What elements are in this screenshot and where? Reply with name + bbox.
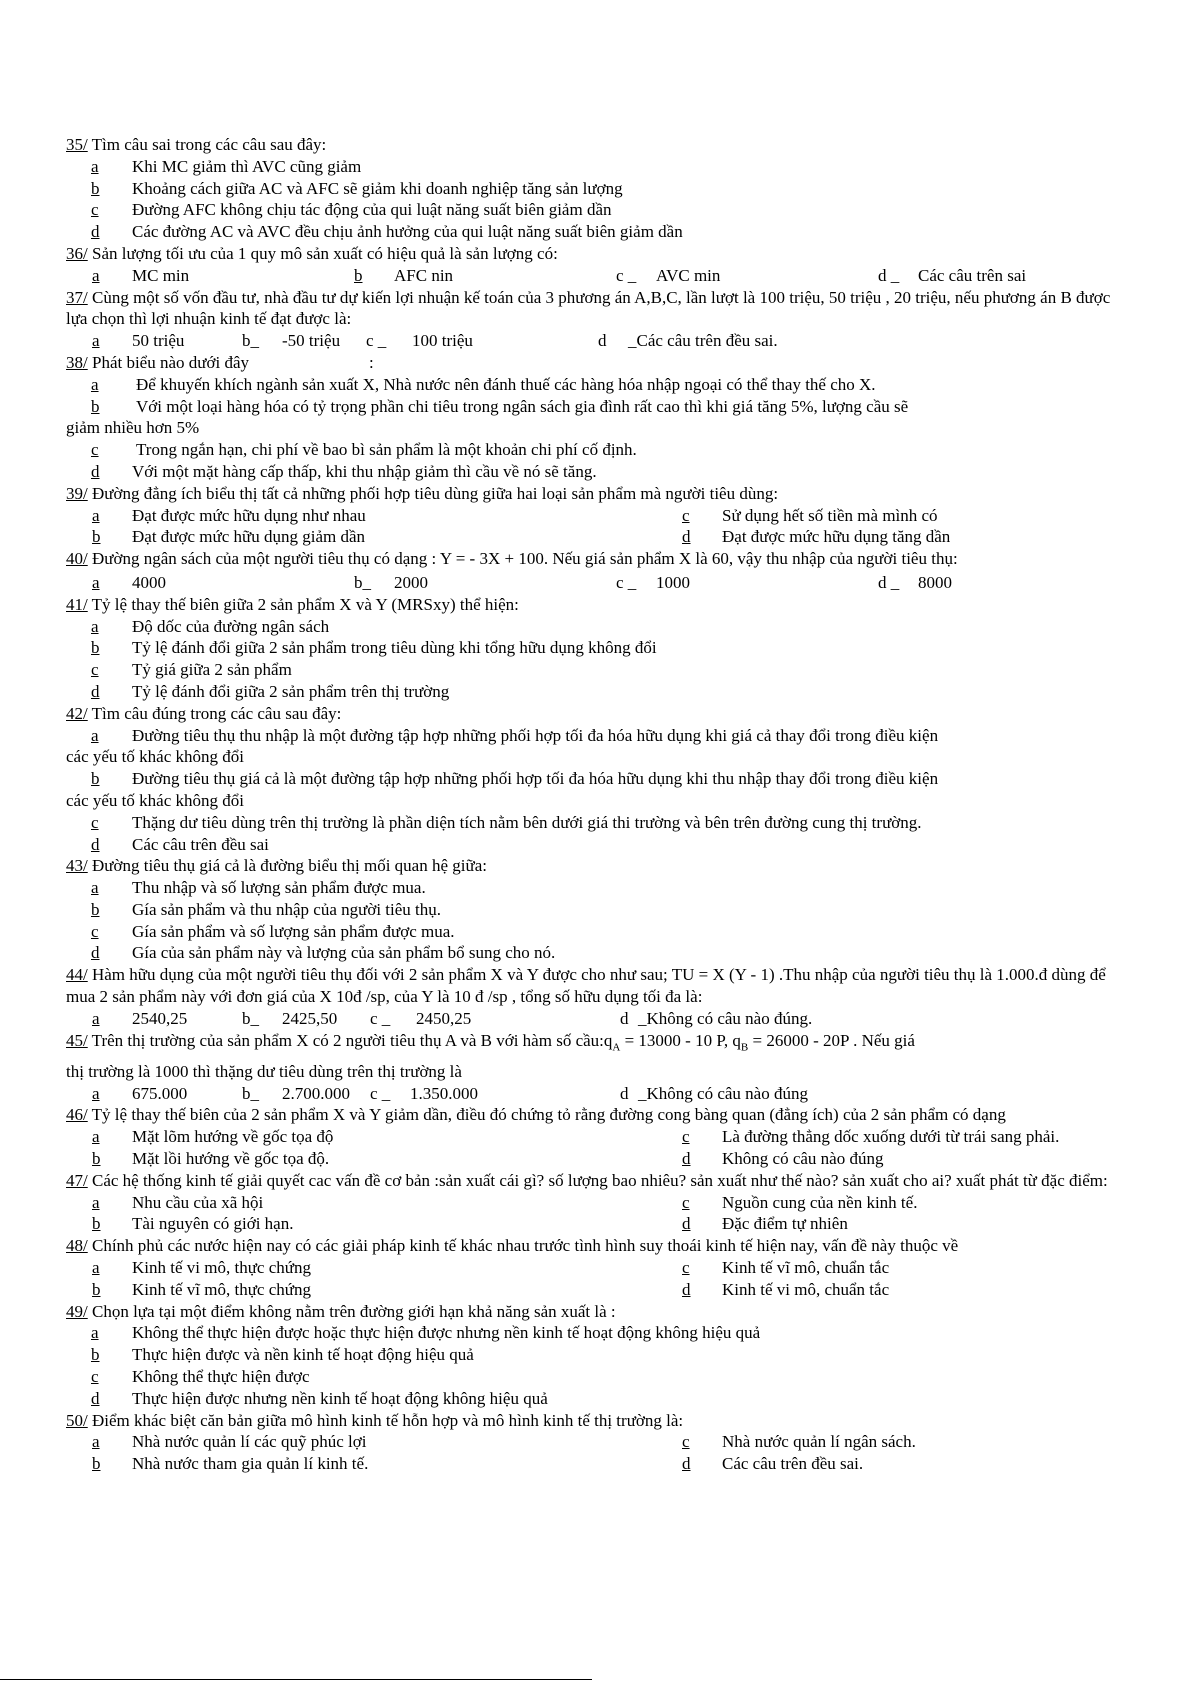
q41-option-c: c Tỷ giá giữa 2 sản phẩm [91,660,292,680]
q46-option-d: d Không có câu nào đúng [682,1149,884,1169]
q36-option-a: a MC min [92,265,190,285]
question-35: 35/ Tìm câu sai trong các câu sau đây: [66,135,327,154]
q39-options-row1 [66,505,1126,527]
q36-options [66,265,1126,287]
q46-option-c: c Là đường thẳng dốc xuống dưới từ trái sang phải. [682,1127,1060,1147]
q38-option-c: c Trong ngắn hạn, chi phí về bao bì sản phẩm là một khoản chi phí cố định. [91,440,637,460]
q47-options-row2 [66,1213,1126,1235]
q40-option-c: c _ 1000 [616,572,690,592]
q50-options-row1 [66,1431,1126,1453]
q40-options [66,572,1126,594]
q42-option-c: c Thặng dư tiêu dùng trên thị trường là phần diện tích nằm bên dưới giá thi trường và bên trên đường cung thị trường. [91,812,922,832]
q39-option-b: b Đạt được mức hữu dụng giảm dần [92,527,366,547]
q42-option-a: a Đường tiêu thụ thu nhập là một đường tập hợp những phối hợp tối đa hóa hữu dụng khi giá cả thay đổi trong điều kiện [91,725,939,745]
q36-option-b: b AFC nin [354,265,454,285]
q48-options-row1 [66,1257,1126,1279]
q46-option-b: b Mặt lồi hướng về gốc tọa độ. [92,1149,330,1169]
question-list [66,134,1126,1475]
q49-option-c: c Không thể thực hiện được [91,1367,310,1387]
q41-option-b: b Tỷ lệ đánh đổi giữa 2 sản phẩm trong tiêu dùng khi tổng hữu dụng không đổi [91,638,657,658]
question-37: 37/ Cùng một số vốn đầu tư, nhà đầu tư dự kiến lợi nhuận kế toán của 3 phương án A,B,C, lần lượt là 100 triệu, 50 triệu , 20 triệu, nếu phương án B được lựa chọn thì lợi nhuận kinh tế đạt được là: [66,287,1111,329]
q39-option-a: a Đạt được mức hữu dụng như nhau [92,505,366,525]
q42-option-d: d Các câu trên đều sai [91,834,269,854]
q45-option-b: b_ 2.700.000 [242,1083,350,1103]
q48-option-d: d Kinh tế vi mô, chuẩn tắc [682,1279,890,1299]
q47-option-a: a Nhu cầu của xã hội [92,1192,264,1212]
question-39: 39/ Đường đẳng ích biểu thị tất cả những phối hợp tiêu dùng giữa hai loại sản phẩm mà người tiêu dùng: [66,483,779,503]
q50-options-row2 [66,1453,1126,1475]
q35-option-c: c Đường AFC không chịu tác động của qui luật năng suất biên giảm dần [91,200,612,220]
question-45: 45/ Trên thị trường của sản phẩm X có 2 người tiêu thụ A và B với hàm số $cầu:q_A = 13000 - 10$ P, $q_B = 26000 - 20P$ . Nếu giá [66,1030,915,1054]
q35-option-a: a Khi MC giảm thì AVC cũng giảm [91,156,362,176]
question-46: 46/ Tỷ lệ thay thế biên của 2 sản phẩm X và Y giảm dần, điều đó chứng tỏ rằng đường cong bàng quan (đẳng ích) của 2 sản phẩm có dạng [66,1105,1006,1125]
q46-options-row2 [66,1148,1126,1170]
q50-option-c: c Nhà nước quản lí ngân sách. [682,1432,916,1452]
q39-option-d: d Đạt được mức hữu dụng tăng dần [682,527,951,547]
question-48: 48/ Chính phủ các nước hiện nay có các giải pháp kinh tế khác nhau trước tình hình suy thoái kinh tế hiện nay, vấn đề này thuộc về [66,1236,959,1256]
footer-divider [0,1679,592,1680]
q40-option-a: a 4000 [92,572,166,592]
q44-options [66,1008,1126,1030]
q37-option-b: b_ -50 triệu [242,331,341,351]
q49-option-b: b Thực hiện được và nền kinh tế hoạt động hiệu quả [91,1345,474,1365]
q50-option-d: d Các câu trên đều sai. [682,1454,864,1474]
q47-option-c: c Nguồn cung của nền kinh tế. [682,1192,918,1212]
q49-option-a: a Không thể thực hiện được hoặc thực hiện được nhưng nền kinh tế hoạt động không hiệu quả [91,1323,761,1343]
q45-options [66,1083,1126,1105]
q42-option-a-cont: các yếu tố khác không đổi [66,747,244,767]
q45-option-c: c _ 1.350.000 [370,1083,478,1103]
q50-option-b: b Nhà nước tham gia quản lí kinh tế. [92,1454,369,1474]
question-40: 40/ Đường ngân sách của một người tiêu thụ có dạng : Y = - 3X + 100. Nếu giá sản phẩm X là 60, vậy thu nhập của người tiêu thụ: [66,549,958,569]
q47-option-d: d Đặc điểm tự nhiên [682,1214,848,1234]
q38-option-b: b Với một loại hàng hóa có tỷ trọng phần chi tiêu trong ngân sách gia đình rất cao thì khi giá tăng 5%, lượng cầu sẽ [91,396,909,416]
q41-option-a: a Độ dốc của đường ngân sách [91,616,330,636]
question-45-cont: thị trường là 1000 thì thặng dư tiêu dùng trên thị trường là [66,1061,462,1081]
question-49: 49/ Chọn lựa tại một điểm không nằm trên đường giới hạn khả năng sản xuất là : [66,1301,616,1321]
q44-option-a: a 2540,25 [92,1008,188,1028]
q47-option-b: b Tài nguyên có giới hạn. [92,1214,294,1234]
question-43: 43/ Đường tiêu thụ giá cả là đường biểu thị mối quan hệ giữa: [66,856,487,876]
q48-option-c: c Kinh tế vĩ mô, chuẩn tắc [682,1258,890,1278]
q43-option-a: a Thu nhập và số lượng sản phẩm được mua. [91,878,426,898]
q38-option-d: d Với một mặt hàng cấp thấp, khi thu nhập giảm thì cầu về nó sẽ tăng. [91,461,597,481]
q37-option-d: d _ Các câu trên đều sai. [598,331,778,351]
question-36: 36/ Sản lượng tối ưu của 1 quy mô sản xuất có hiệu quả là sản lượng có: [66,243,558,263]
q44-option-d: d _ Không có câu nào đúng. [620,1008,813,1028]
question-38: 38/ Phát biểu nào dưới đây : [66,352,374,372]
q45-option-d: d _ Không có câu nào đúng [620,1083,808,1103]
q48-option-b: b Kinh tế vĩ mô, thực chứng [92,1279,311,1299]
question-42: 42/ Tìm câu đúng trong các câu sau đây: [66,703,342,723]
q46-options-row1 [66,1126,1126,1148]
q38-option-b-cont: giảm nhiều hơn 5% [66,418,200,438]
q39-options-row2 [66,526,1126,548]
q42-option-b: b Đường tiêu thụ giá cả là một đường tập hợp những phối hợp tối đa hóa hữu dụng khi thu nhập thay đổi trong điều kiện [91,769,939,789]
question-50: 50/ Điểm khác biệt căn bản giữa mô hình kinh tế hỗn hợp và mô hình kinh tế thị trường là: [66,1410,684,1430]
q43-option-c: c Gía sản phẩm và số lượng sản phẩm được mua. [91,921,455,941]
q37-option-c: c _ 100 triệu [366,331,473,351]
q43-option-b: b Gía sản phẩm và thu nhập của người tiêu thụ. [91,899,442,919]
q36-option-c: c _ AVC min [616,265,721,285]
q46-option-a: a Mặt lõm hướng về gốc tọa độ [92,1127,334,1147]
q39-option-c: c Sử dụng hết số tiền mà mình có [682,505,938,525]
question-44: 44/ Hàm hữu dụng của một người tiêu thụ đối với 2 sản phẩm X và Y được cho như sau; TU = X (Y - 1) .Thu nhập của người tiêu thụ là 1.000.đ dùng để mua 2 sản phẩm này với đơn giá của X 10đ /sp, của Y là 10 đ /sp , tổng số hữu dụng tối đa là: [66,965,1106,1007]
q50-option-a: a Nhà nước quản lí các quỹ phúc lợi [92,1432,367,1452]
q48-option-a: a Kinh tế vi mô, thực chứng [92,1258,311,1278]
q48-options-row2 [66,1279,1126,1301]
q44-option-b: b_ 2425,50 [242,1008,338,1028]
question-41: 41/ Tỷ lệ thay thế biên giữa 2 sản phẩm X và Y (MRSxy) thể hiện: [66,594,519,614]
q40-option-b: b_ 2000 [354,572,428,592]
q47-options-row1 [66,1192,1126,1214]
q37-options [66,330,1126,352]
q36-option-d: d _ Các câu trên sai [878,265,1027,285]
q40-option-d: d _ 8000 [878,572,952,592]
q41-option-d: d Tỷ lệ đánh đổi giữa 2 sản phẩm trên thị trường [91,681,450,701]
q35-option-d: d Các đường AC và AVC đều chịu ảnh hưởng của qui luật năng suất biên giảm dần [91,222,683,242]
q49-option-d: d Thực hiện được nhưng nền kinh tế hoạt động không hiệu quả [91,1388,548,1408]
q38-option-a: a Để khuyến khích ngành sản xuất X, Nhà nước nên đánh thuế các hàng hóa nhập ngoại có thể thay thế cho X. [91,374,876,394]
q35-option-b: b Khoảng cách giữa AC và AFC sẽ giảm khi doanh nghiệp tăng sản lượng [91,178,623,198]
q42-option-b-cont: các yếu tố khác không đổi [66,790,244,810]
question-47: 47/ Các hệ thống kinh tế giải quyết cac vấn đề cơ bản :sản xuất cái gì? số lượng bao nhiêu? sản xuất như thế nào? sản xuất cho ai? xuất phát từ đặc điểm: [66,1170,1108,1190]
q43-option-d: d Gía của sản phẩm này và lượng của sản phẩm bổ sung cho nó. [91,943,556,963]
q37-option-a: a 50 triệu [92,331,185,351]
q45-option-a: a 675.000 [92,1083,188,1103]
q44-option-c: c _ 2450,25 [370,1008,472,1028]
